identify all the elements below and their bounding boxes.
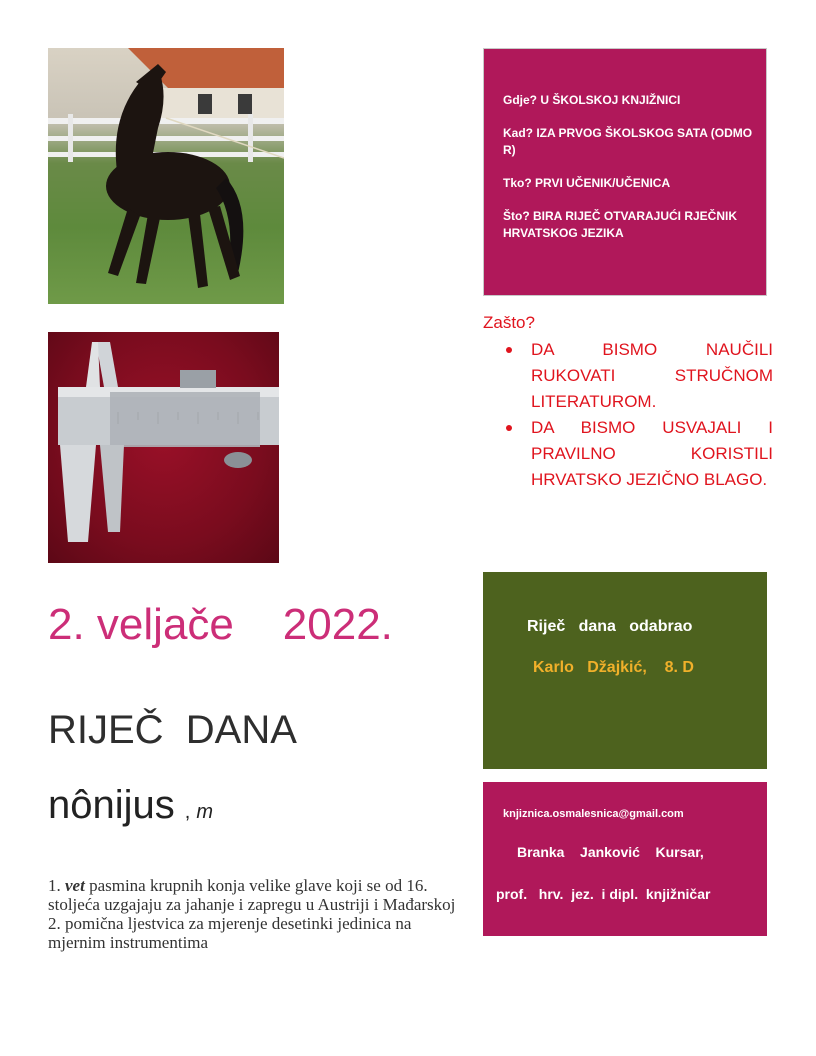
definition-1-number: 1.	[48, 876, 61, 895]
email-text: knjiznica.osmalesnica@gmail.com	[503, 808, 684, 820]
why-heading: Zašto?	[483, 313, 535, 332]
contact-box	[483, 782, 767, 936]
bullet-icon	[506, 425, 512, 431]
chosen-by-label: Riječ dana odabrao	[527, 618, 693, 635]
info-box	[483, 48, 767, 296]
reason-item	[531, 337, 773, 415]
reason-text: DA BISMO USVAJALI I PRAVILNO KORISTILI HRVATSKO JEZIČNO BLAGO.	[531, 418, 773, 489]
definition-1-label: vet	[65, 876, 85, 895]
word-separator: ,	[184, 801, 191, 823]
where-text: Gdje? U ŠKOLSKOJ KNJIŽNICI	[503, 93, 681, 107]
caliper-photo	[48, 332, 279, 563]
word-gender: m	[196, 801, 213, 823]
reasons-list	[483, 337, 773, 493]
definition-2: 2. pomična ljestvica za mjerenje desetinki jedinica na mjernim instrumentima	[48, 914, 412, 952]
chosen-by-box	[483, 572, 767, 769]
definition-1-text: pasmina krupnih konja velike glave koji se od 16. stoljeća uzgajaju za jahanje i zapregu u Austriji i Mađarskoj	[48, 876, 456, 914]
librarian-name: Branka Janković Kursar,	[517, 844, 704, 860]
horse-photo	[48, 48, 284, 304]
page-title: RIJEČ DANA	[48, 708, 297, 752]
librarian-title: prof. hrv. jez. i dipl. knjižničar	[496, 886, 711, 902]
who-text: Tko? PRVI UČENIK/UČENICA	[503, 176, 671, 190]
why-section	[483, 313, 773, 493]
word-term: nônijus	[48, 783, 175, 827]
caliper-illustration	[48, 332, 279, 563]
definition-1	[48, 876, 468, 914]
student-name: Karlo Džajkić, 8. D	[533, 659, 694, 676]
date-text: 2. veljače 2022.	[48, 600, 393, 649]
bullet-icon	[506, 347, 512, 353]
horse-illustration	[48, 48, 284, 304]
when-text: Kad? IZA PRVOG ŠKOLSKOG SATA (ODMO R)	[503, 126, 753, 157]
definitions	[48, 876, 468, 952]
reason-item	[531, 415, 773, 493]
word-of-the-day	[48, 783, 213, 828]
reason-text: DA BISMO NAUČILI RUKOVATI STRUČNOM LITERATUROM.	[531, 340, 773, 411]
what-text: Što? BIRA RIJEČ OTVARAJUĆI RJEČNIK HRVATSKOG JEZIKA	[503, 209, 738, 240]
